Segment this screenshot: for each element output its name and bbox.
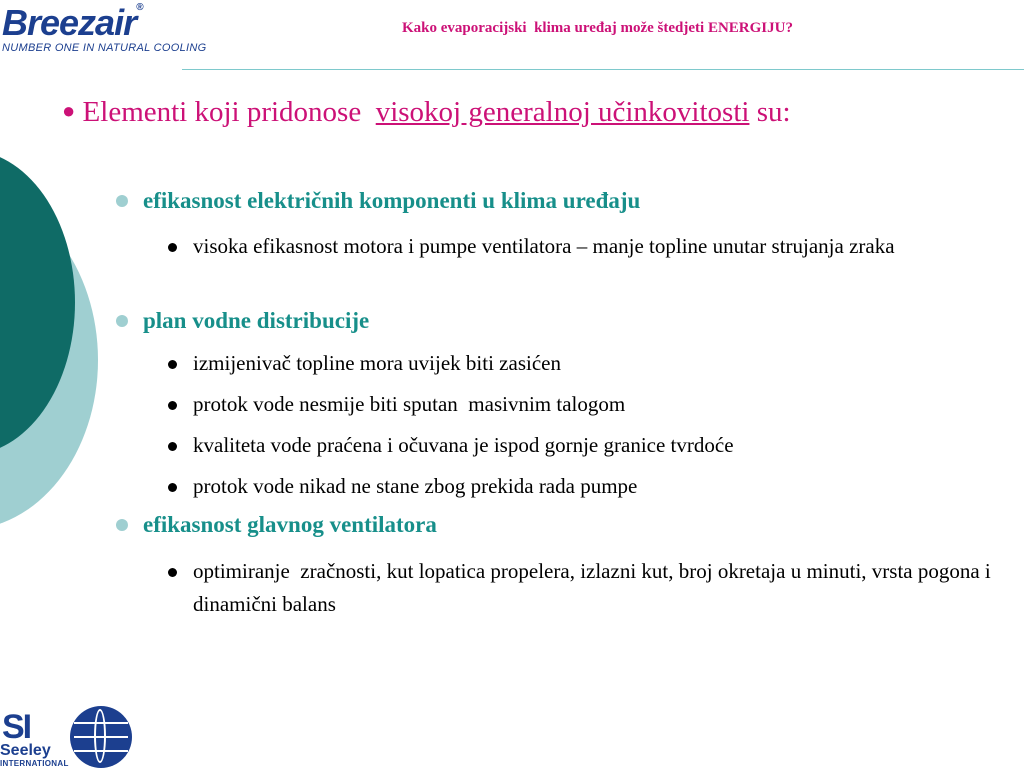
list-item-text: visoka efikasnost motora i pumpe ventilatora – manje topline unutar strujanja zraka bbox=[193, 234, 895, 258]
section-bullet-icon bbox=[116, 519, 128, 531]
heading-prefix: Elementi koji pridonose bbox=[82, 96, 376, 128]
heading-suffix: su: bbox=[749, 96, 791, 128]
section-title-electrical bbox=[116, 188, 640, 214]
logo-name: Seeley bbox=[0, 742, 51, 759]
section-title-water-distribution bbox=[116, 308, 369, 334]
list-item bbox=[168, 230, 1008, 263]
list-bullet-icon bbox=[168, 243, 177, 252]
seeley-international-logo bbox=[0, 706, 136, 768]
section-title-text: efikasnost glavnog ventilatora bbox=[143, 512, 437, 537]
header-divider bbox=[182, 69, 1024, 70]
list-item bbox=[168, 555, 1008, 621]
list-bullet-icon bbox=[168, 568, 177, 577]
section-bullet-icon bbox=[116, 195, 128, 207]
list-bullet-icon bbox=[168, 442, 177, 451]
list-item bbox=[168, 347, 1008, 380]
section-title-main-fan bbox=[116, 512, 437, 538]
slide-header-title: Kako evaporacijski klima uređaj može štedjeti ENERGIJU? bbox=[402, 20, 793, 36]
list-item bbox=[168, 429, 1008, 462]
section-bullet-icon bbox=[116, 315, 128, 327]
logo-registered-mark: ® bbox=[136, 2, 143, 13]
section-title-text: efikasnost električnih komponenti u klima uređaju bbox=[143, 188, 641, 213]
logo-tagline: NUMBER ONE IN NATURAL COOLING bbox=[2, 42, 207, 54]
globe-longitude-line bbox=[94, 709, 106, 763]
list-bullet-icon bbox=[168, 401, 177, 410]
logo-brand-text: Breezair bbox=[2, 2, 137, 43]
logo-letters: SI bbox=[2, 708, 31, 746]
list-item-text: optimiranje zračnosti, kut lopatica propelera, izlazni kut, broj okretaja u minuti, vrsta pogona i dinamični balans bbox=[193, 559, 997, 616]
list-item-text: protok vode nikad ne stane zbog prekida rada pumpe bbox=[193, 474, 638, 498]
slide-heading bbox=[62, 96, 791, 129]
globe-icon bbox=[70, 706, 132, 768]
list-item-text: izmijenivač topline mora uvijek biti zasićen bbox=[193, 351, 561, 375]
section-title-text: plan vodne distribucije bbox=[143, 308, 370, 333]
list-item bbox=[168, 470, 1008, 503]
logo-subtitle: INTERNATIONAL bbox=[0, 759, 69, 768]
list-item bbox=[168, 388, 1008, 421]
heading-bullet-icon: ● bbox=[62, 98, 76, 123]
list-item-text: kvaliteta vode praćena i očuvana je ispod gornje granice tvrdoće bbox=[193, 433, 734, 457]
heading-underlined-text: visokoj generalnoj učinkovitosti bbox=[375, 96, 750, 128]
breezair-logo bbox=[0, 2, 240, 56]
list-bullet-icon bbox=[168, 360, 177, 369]
logo-brand bbox=[2, 2, 142, 44]
list-bullet-icon bbox=[168, 483, 177, 492]
list-item-text: protok vode nesmije biti sputan masivnim talogom bbox=[193, 392, 626, 416]
